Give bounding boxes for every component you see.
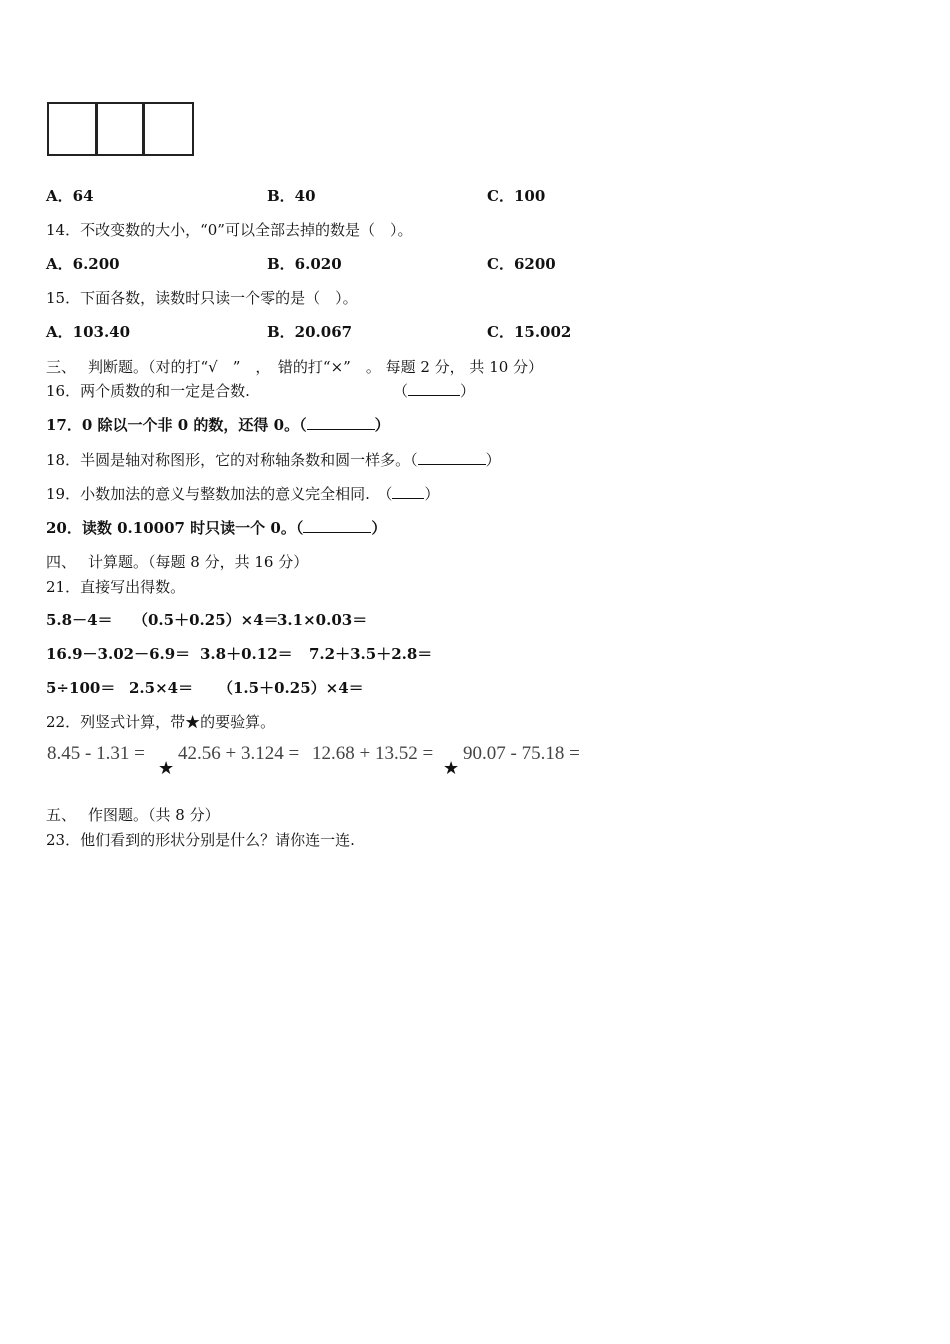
q21-row2-item3: 7.2＋3.5＋2.8＝ <box>309 645 433 663</box>
q15-option-c: C．15.002 <box>487 323 572 341</box>
q17-stem: 17．0 除以一个非 0 的数，还得 0。（ <box>46 416 307 434</box>
section-3-heading <box>46 357 543 377</box>
q17-line <box>46 415 390 435</box>
q21-row2-item2: 3.8＋0.12＝ <box>200 645 293 663</box>
q18-line <box>46 450 501 470</box>
q21-stem: 21．直接写出得数。 <box>46 578 186 596</box>
q15-stem: 15．下面各数，读数时只读一个零的是（ ）。 <box>46 289 358 307</box>
q21-row3-item1: 5÷100＝ <box>46 679 116 697</box>
q20-close-paren: ） <box>371 519 387 537</box>
section-4-number: 四、 <box>46 553 77 571</box>
section-3-title: 判断题。（对的打“√ ” ， 错的打“×” 。 每题 2 分， 共 10 分） <box>88 358 544 376</box>
q16-answer[interactable] <box>393 381 475 401</box>
square-3 <box>142 102 194 156</box>
q20-stem: 20．读数 0.10007 时只读一个 0。（ <box>46 519 304 537</box>
q21-row3-item2: 2.5×4＝ <box>129 679 194 697</box>
q18-blank[interactable] <box>418 452 486 465</box>
q18-close-paren: ） <box>485 451 501 469</box>
q17-blank[interactable] <box>307 417 375 430</box>
q15-option-a: A．103.40 <box>46 323 131 341</box>
section-4-heading <box>46 552 308 572</box>
q22-expr-3: 12.68 + 13.52 = <box>312 743 434 764</box>
square-1 <box>47 102 98 156</box>
q17-close-paren: ） <box>374 416 390 434</box>
q14-option-a: A．6.200 <box>46 255 120 273</box>
q22-expr-1: 8.45 - 1.31 = <box>47 743 145 764</box>
q20-line <box>46 518 386 538</box>
q21-row1-item1: 5.8－4＝ <box>46 611 113 629</box>
q16-blank[interactable] <box>408 383 460 396</box>
q21-row1-item3: 3.1×0.03＝ <box>277 611 368 629</box>
q16-stem: 16．两个质数的和一定是合数. <box>46 382 250 400</box>
three-squares-figure <box>47 102 194 158</box>
q19-blank[interactable] <box>392 486 424 499</box>
q22-expr-2: 42.56 + 3.124 = <box>178 743 300 764</box>
section-4-title: 计算题。（每题 8 分，共 16 分） <box>88 553 309 571</box>
q13-option-a: A．64 <box>46 187 94 205</box>
q14-option-b: B．6.020 <box>267 255 342 273</box>
q19-line <box>46 484 439 504</box>
q14-option-c: C．6200 <box>487 255 556 273</box>
q22-expr-4: 90.07 - 75.18 = <box>463 743 580 764</box>
q21-row2-item1: 16.9－3.02－6.9＝ <box>46 645 191 663</box>
q14-stem: 14．不改变数的大小，“0”可以全部去掉的数是（ ）。 <box>46 221 413 239</box>
q23-stem: 23．他们看到的形状分别是什么？请你连一连. <box>46 831 355 849</box>
q22-star-icon-1: ★ <box>158 758 175 779</box>
q21-row1-item2: （0.5＋0.25）×4＝ <box>133 611 279 629</box>
q16-open-paren: （ <box>393 382 409 400</box>
section-5-title: 作图题。（共 8 分） <box>88 806 220 824</box>
section-5-number: 五、 <box>46 806 77 824</box>
q18-stem: 18．半圆是轴对称图形，它的对称轴条数和圆一样多。（ <box>46 451 418 469</box>
q20-blank[interactable] <box>303 520 371 533</box>
q21-row3-item3: （1.5＋0.25）×4＝ <box>218 679 364 697</box>
section-3-number: 三、 <box>46 358 77 376</box>
q22-star-icon-2: ★ <box>443 758 460 779</box>
q13-option-b: B．40 <box>267 187 316 205</box>
q15-option-b: B．20.067 <box>267 323 353 341</box>
square-2 <box>95 102 145 156</box>
section-5-heading <box>46 805 220 825</box>
q13-option-c: C．100 <box>487 187 546 205</box>
q19-close-paren: ） <box>424 485 440 503</box>
q19-stem: 19．小数加法的意义与整数加法的意义完全相同. （ <box>46 485 393 503</box>
q22-stem: 22．列竖式计算，带★的要验算。 <box>46 713 276 731</box>
q16-close-paren: ） <box>460 382 476 400</box>
